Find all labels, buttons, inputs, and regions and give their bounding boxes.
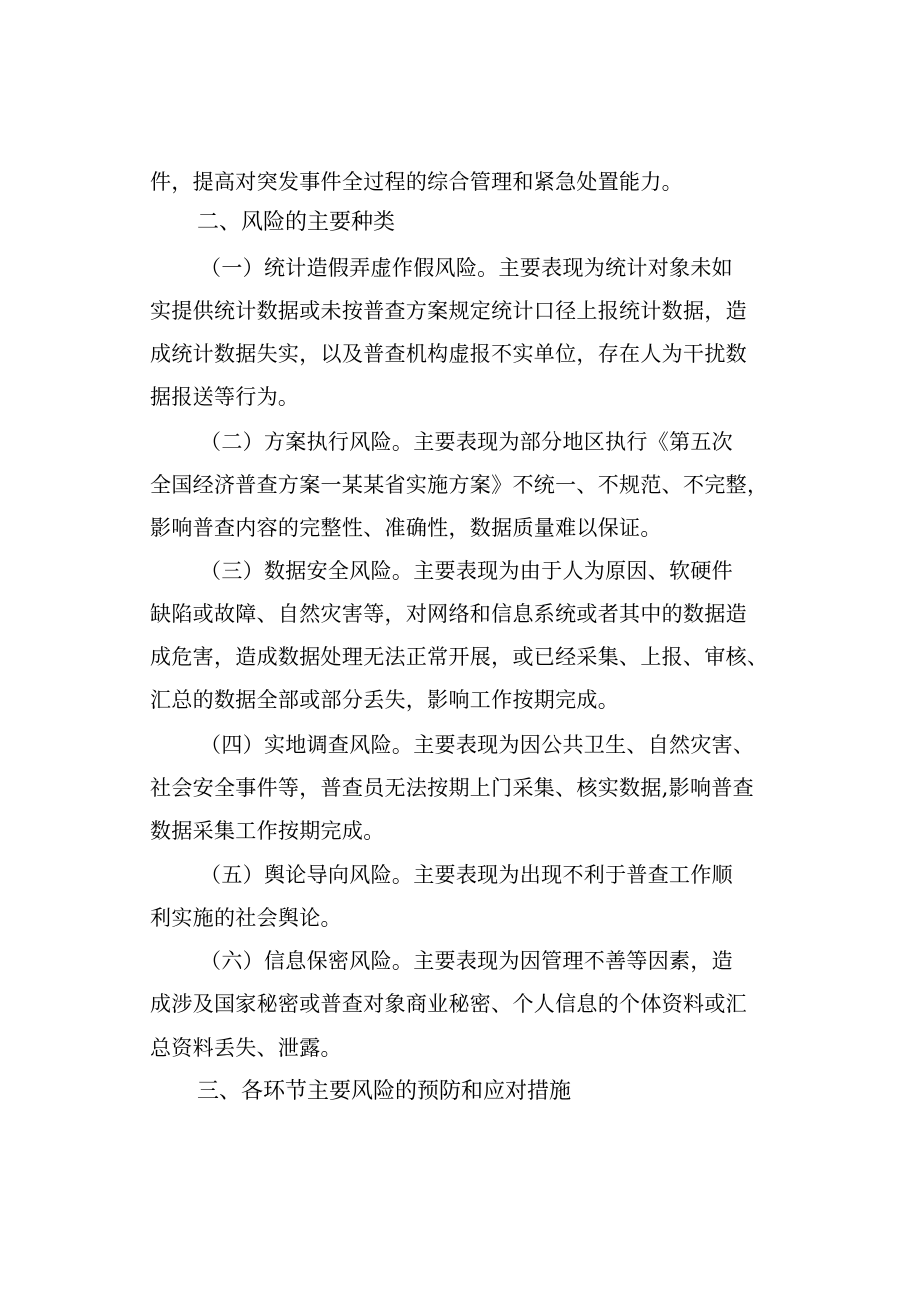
section-heading-text: 二、风险的主要种类 [197,210,396,235]
text-line-content: 成统计数据失实，以及普查机构虚报不实单位，存在人为干扰数 [150,342,747,366]
text-line-content: 利实施的社会舆论。 [150,906,342,930]
text-line [0,291,920,331]
text-line-content: 总资料丢失、泄露。 [150,1036,342,1060]
paragraph-first-line [0,422,920,462]
text-line [0,898,920,938]
text-line-content: 成涉及国家秘密或普查对象商业秘密、个人信息的个体资料或汇 [150,992,747,1016]
text-line [0,162,920,202]
text-line-content: （四）实地调查风险。主要表现为因公共卫生、自然灾害、 [200,733,755,757]
paragraph-first-line [0,941,920,981]
text-line-content: 社会安全事件等，普查员无法按期上门采集、核实数据,影响普查 [150,776,754,800]
section-heading [0,1072,920,1112]
text-line-content: 数据采集工作按期完成。 [150,819,385,843]
text-line-content: 汇总的数据全部或部分丢失，影响工作按期完成。 [150,688,620,712]
text-line [0,377,920,417]
section-heading-text: 三、各环节主要风险的预防和应对措施 [197,1079,572,1104]
paragraph-first-line [0,551,920,591]
paragraph-first-line [0,725,920,765]
text-line [0,334,920,374]
paragraph-first-line [0,248,920,288]
text-line-content: （三）数据安全风险。主要表现为由于人为原因、软硬件 [200,559,733,583]
text-line [0,637,920,677]
text-line [0,594,920,634]
text-line-content: 件，提高对突发事件全过程的综合管理和紧急处置能力。 [150,170,683,194]
section-heading [0,203,920,243]
text-line [0,680,920,720]
text-line [0,984,920,1024]
text-line-content: （六）信息保密风险。主要表现为因管理不善等因素，造 [200,949,733,973]
text-line-content: 全国经济普查方案一某某省实施方案》不统一、不规范、不完整， [150,473,769,497]
text-line-content: 缺陷或故障、自然灾害等，对网络和信息系统或者其中的数据造 [150,602,747,626]
text-line-content: 影响普查内容的完整性、准确性，数据质量难以保证。 [150,516,662,540]
text-line-content: （一）统计造假弄虚作假风险。主要表现为统计对象未如 [200,256,733,280]
text-line-content: （五）舆论导向风险。主要表现为出现不利于普查工作顺 [200,863,733,887]
text-line [0,768,920,808]
text-line [0,1028,920,1068]
paragraph-first-line [0,855,920,895]
text-line [0,465,920,505]
text-line-content: 据报送等行为。 [150,385,300,409]
text-line [0,508,920,548]
text-line [0,811,920,851]
text-line-content: 实提供统计数据或未按普查方案规定统计口径上报统计数据，造 [150,299,747,323]
text-line-content: 成危害，造成数据处理无法正常开展，或已经采集、上报、审核、 [150,645,769,669]
text-line-content: （二）方案执行风险。主要表现为部分地区执行《第五次 [200,430,733,454]
